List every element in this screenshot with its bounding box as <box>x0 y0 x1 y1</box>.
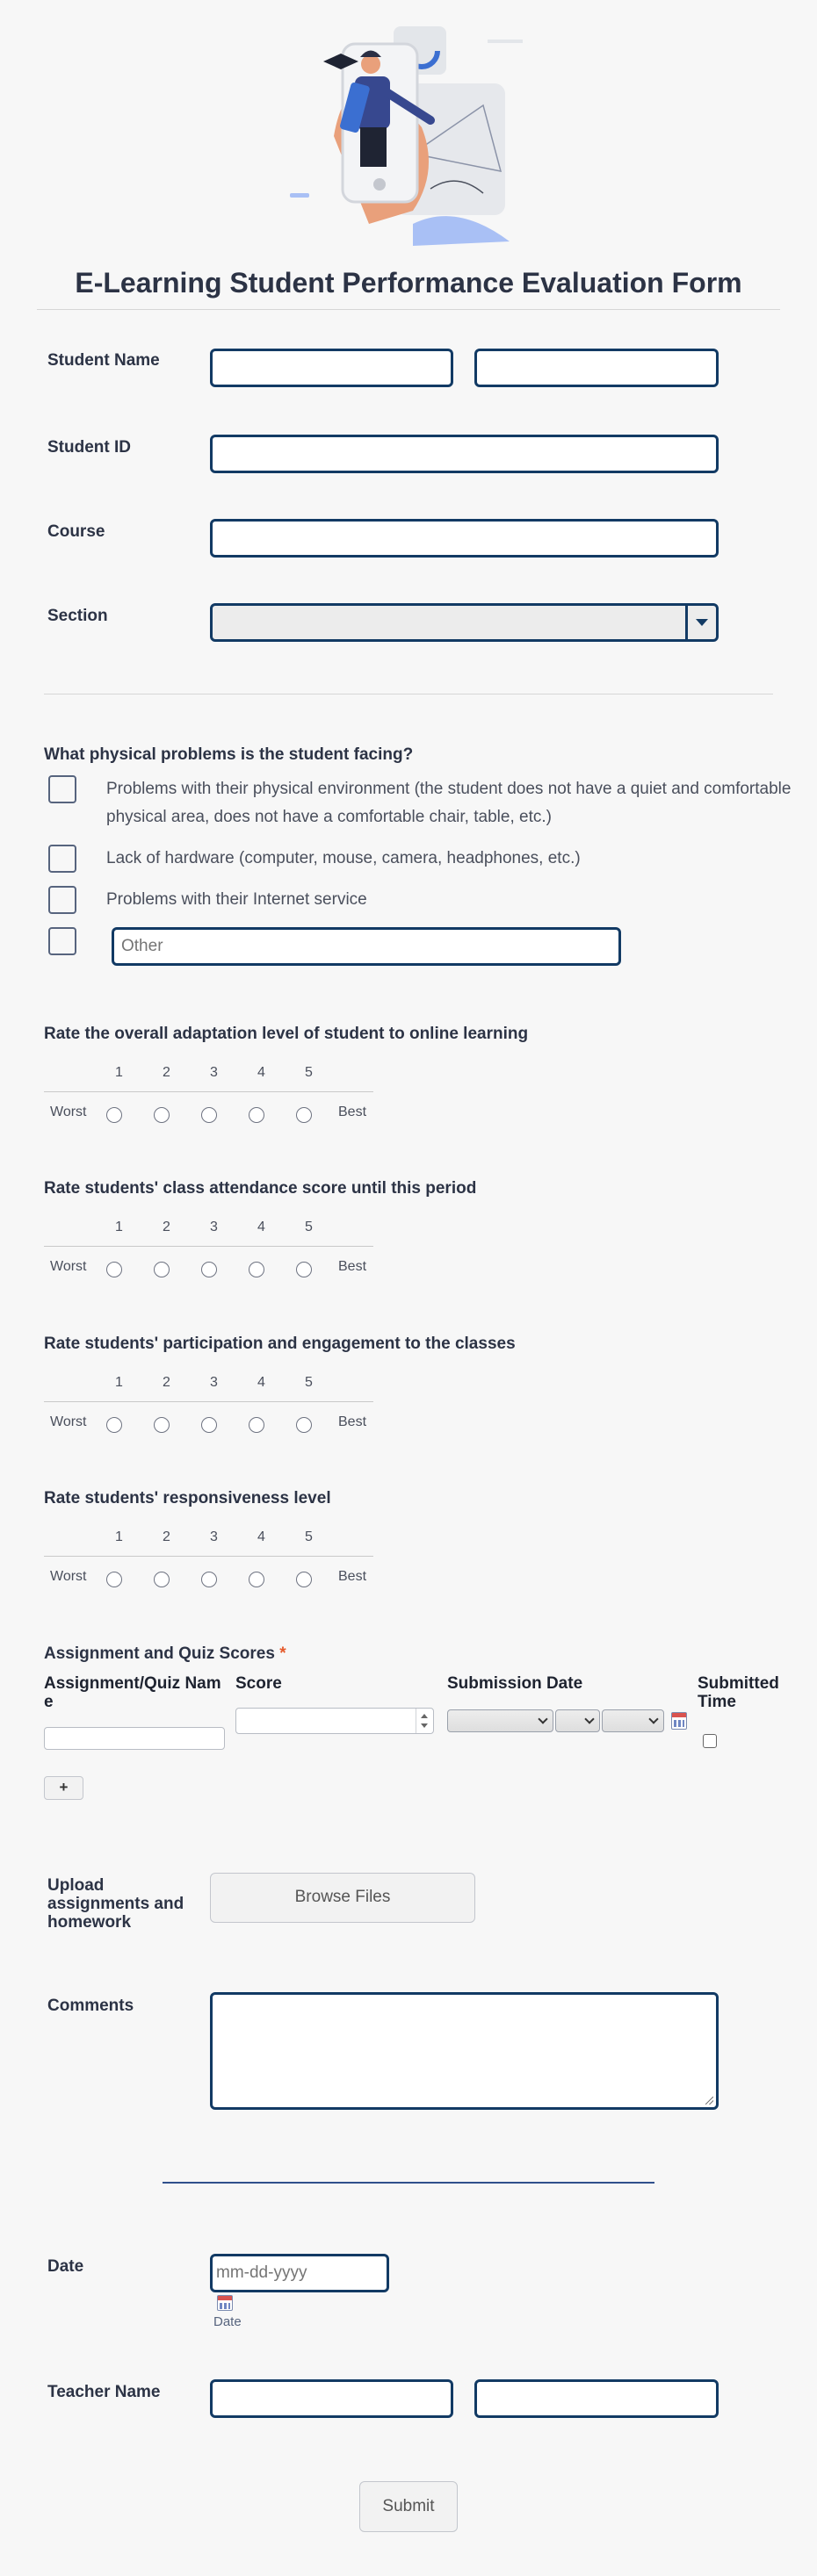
browse-files-button[interactable]: Browse Files <box>210 1873 475 1923</box>
rating-radio-3[interactable] <box>201 1572 217 1587</box>
scale-label: 1 <box>115 1065 123 1080</box>
chevron-down-icon <box>696 619 708 626</box>
header-illustration <box>281 22 536 246</box>
scale-label: 2 <box>163 1375 170 1390</box>
assignment-name-input[interactable] <box>44 1727 225 1750</box>
rating-radio-2[interactable] <box>154 1262 170 1277</box>
date-picker-icon-header <box>218 2296 232 2300</box>
rating-worst-label: Worst <box>50 1259 87 1274</box>
required-asterisk: * <box>279 1644 286 1663</box>
student-id-label: Student ID <box>47 438 131 457</box>
form-title: E-Learning Student Performance Evaluation Form <box>75 267 742 299</box>
scale-label: 5 <box>305 1375 313 1390</box>
student-id-input[interactable] <box>210 435 719 473</box>
submission-month-select[interactable] <box>447 1709 553 1732</box>
rating-radio-3[interactable] <box>201 1107 217 1123</box>
scale-label: 3 <box>210 1220 218 1234</box>
upload-label <box>47 1876 184 1932</box>
option-checkbox-internet[interactable] <box>48 886 76 914</box>
rating-worst-label: Worst <box>50 1414 87 1429</box>
upload-label-line: assignments and <box>47 1895 184 1913</box>
student-name-label: Student Name <box>47 351 160 370</box>
section-dropdown[interactable] <box>210 603 719 642</box>
scale-label: 2 <box>163 1529 170 1544</box>
teacher-name-label: Teacher Name <box>47 2383 161 2401</box>
scale-label: 5 <box>305 1529 313 1544</box>
option-label-internet: Problems with their Internet service <box>106 890 367 909</box>
date-picker-icon[interactable] <box>217 2295 233 2311</box>
option-label-environment-2: physical area, does not have a comfortable chair, table, etc.) <box>106 808 552 826</box>
section-label: Section <box>47 607 108 625</box>
other-option-input[interactable] <box>112 927 621 966</box>
rating-radio-2[interactable] <box>154 1572 170 1587</box>
rating-best-label: Best <box>338 1414 367 1429</box>
rating-radio-3[interactable] <box>201 1417 217 1433</box>
course-label: Course <box>47 522 105 541</box>
scale-label: 3 <box>210 1065 218 1080</box>
date-picker-icon-grid <box>220 2303 230 2309</box>
submission-day-select[interactable] <box>555 1709 600 1732</box>
option-label-environment-1: Problems with their physical environment (the student does not have a quiet and comfortable <box>106 780 792 798</box>
date-label: Date <box>47 2257 84 2276</box>
rating-question-adaptation: Rate the overall adaptation level of student to online learning <box>44 1025 529 1043</box>
rating-radio-1[interactable] <box>106 1417 122 1433</box>
upload-label-line: Upload <box>47 1876 105 1895</box>
option-label-hardware: Lack of hardware (computer, mouse, camera, headphones, etc.) <box>106 849 581 867</box>
rating-radio-1[interactable] <box>106 1262 122 1277</box>
calendar-icon[interactable] <box>671 1712 687 1730</box>
stepper-up-icon[interactable] <box>421 1714 428 1718</box>
score-number-input[interactable] <box>235 1708 434 1734</box>
rating-radio-4[interactable] <box>249 1417 264 1433</box>
column-header-submission-date: Submission Date <box>447 1674 583 1693</box>
teacher-last-name-input[interactable] <box>474 2379 719 2418</box>
scale-label: 4 <box>257 1065 265 1080</box>
calendar-icon-header <box>672 1713 686 1717</box>
rating-radio-4[interactable] <box>249 1107 264 1123</box>
submission-year-select[interactable] <box>602 1709 664 1732</box>
stepper-divider <box>416 1709 433 1733</box>
rating-divider <box>44 1401 373 1402</box>
scale-label: 2 <box>163 1065 170 1080</box>
rating-question-responsiveness: Rate students' responsiveness level <box>44 1489 331 1507</box>
rating-radio-5[interactable] <box>296 1107 312 1123</box>
column-header-submitted-time <box>698 1674 812 1711</box>
date-sublabel: Date <box>213 2314 242 2329</box>
student-last-name-input[interactable] <box>474 349 719 387</box>
scale-label: 5 <box>305 1220 313 1234</box>
submitted-on-time-checkbox[interactable] <box>703 1734 717 1748</box>
option-checkbox-environment[interactable] <box>48 775 76 803</box>
rating-best-label: Best <box>338 1105 367 1119</box>
rating-radio-5[interactable] <box>296 1417 312 1433</box>
column-header-score: Score <box>235 1674 282 1693</box>
scale-label: 1 <box>115 1375 123 1390</box>
scale-label: 1 <box>115 1529 123 1544</box>
scores-table-title-text: Assignment and Quiz Scores <box>44 1644 275 1663</box>
rating-best-label: Best <box>338 1569 367 1584</box>
date-input[interactable] <box>210 2254 389 2292</box>
rating-radio-4[interactable] <box>249 1262 264 1277</box>
scale-label: 3 <box>210 1529 218 1544</box>
scale-label: 5 <box>305 1065 313 1080</box>
rating-radio-5[interactable] <box>296 1262 312 1277</box>
content-divider <box>163 2182 654 2184</box>
calendar-icon-grid <box>674 1720 684 1727</box>
comments-textarea[interactable] <box>210 1992 719 2110</box>
scale-label: 2 <box>163 1220 170 1234</box>
rating-worst-label: Worst <box>50 1105 87 1119</box>
rating-radio-3[interactable] <box>201 1262 217 1277</box>
student-first-name-input[interactable] <box>210 349 453 387</box>
title-divider <box>37 309 780 310</box>
column-header-line: Time <box>698 1693 737 1711</box>
rating-radio-1[interactable] <box>106 1572 122 1587</box>
add-row-button[interactable]: + <box>44 1776 83 1800</box>
column-header-assignment <box>44 1674 224 1711</box>
rating-divider <box>44 1556 373 1557</box>
scores-table-title <box>44 1644 286 1664</box>
rating-divider <box>44 1091 373 1092</box>
physical-problems-question: What physical problems is the student facing? <box>44 745 414 764</box>
column-header-line: Submitted <box>698 1674 779 1693</box>
option-checkbox-other[interactable] <box>48 927 76 955</box>
rating-question-attendance: Rate students' class attendance score until this period <box>44 1179 477 1198</box>
rating-radio-2[interactable] <box>154 1417 170 1433</box>
rating-radio-1[interactable] <box>106 1107 122 1123</box>
comments-label: Comments <box>47 1997 134 2015</box>
upload-label-line: homework <box>47 1913 132 1932</box>
rating-radio-5[interactable] <box>296 1572 312 1587</box>
resize-handle-icon[interactable] <box>705 2097 713 2105</box>
rating-worst-label: Worst <box>50 1569 87 1584</box>
scale-label: 4 <box>257 1375 265 1390</box>
stepper-down-icon[interactable] <box>421 1723 428 1728</box>
option-checkbox-hardware[interactable] <box>48 845 76 873</box>
column-header-line: e <box>44 1693 54 1711</box>
scale-label: 4 <box>257 1529 265 1544</box>
scale-label: 1 <box>115 1220 123 1234</box>
scale-label: 4 <box>257 1220 265 1234</box>
teacher-first-name-input[interactable] <box>210 2379 453 2418</box>
course-input[interactable] <box>210 519 719 558</box>
scale-label: 3 <box>210 1375 218 1390</box>
rating-question-participation: Rate students' participation and engagement to the classes <box>44 1335 516 1353</box>
rating-radio-4[interactable] <box>249 1572 264 1587</box>
column-header-line: Assignment/Quiz Nam <box>44 1674 221 1693</box>
rating-best-label: Best <box>338 1259 367 1274</box>
submit-button[interactable]: Submit <box>359 2481 458 2532</box>
dropdown-divider <box>685 606 688 639</box>
rating-divider <box>44 1246 373 1247</box>
rating-radio-2[interactable] <box>154 1107 170 1123</box>
